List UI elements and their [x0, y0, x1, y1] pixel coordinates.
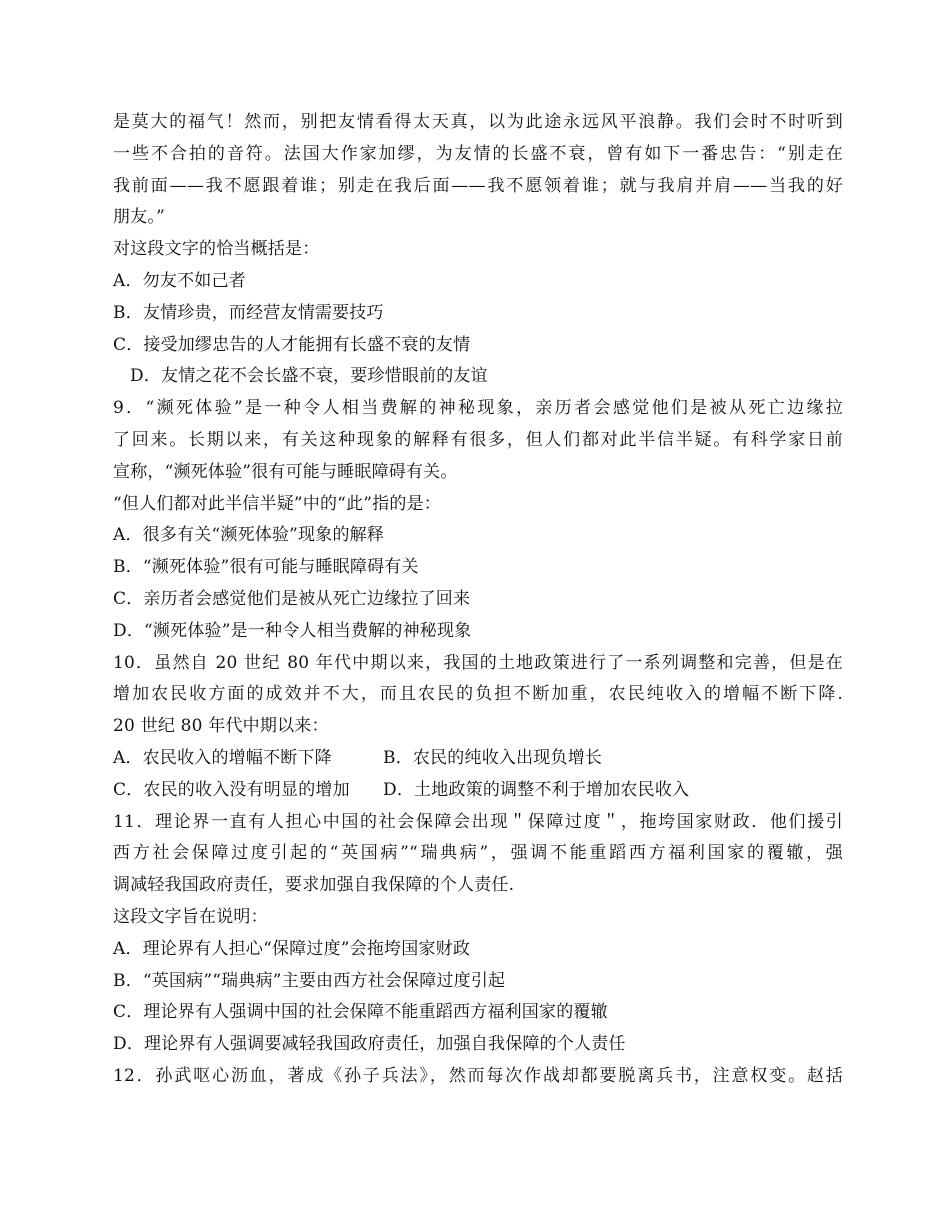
option-b: B．友情珍贵，而经营友情需要技巧: [113, 302, 384, 323]
question-text-line: 10．虽然自 20 世纪 80 年代中期以来，我国的土地政策进行了一系列调整和完善，但是在: [113, 652, 843, 673]
question-text-line: 宣称，“濒死体验”很有可能与睡眠障碍有关。: [113, 461, 458, 482]
question-10: [113, 648, 843, 807]
passage-line: 一些不合拍的音符。法国大作家加缪，为友情的长盛不衰，曾有如下一番忠告：“别走在: [113, 143, 843, 164]
question-prompt: “但人们都对此半信半疑”中的“此”指的是：: [113, 493, 441, 514]
option-a: A．农民收入的增幅不断下降: [113, 747, 332, 768]
option-b: B．“濒死体验”很有可能与睡眠障碍有关: [113, 557, 419, 578]
option-d: D．理论界有人强调要减轻我国政府责任，加强自我保障的个人责任: [113, 1034, 626, 1055]
passage-line: 朋友。”: [113, 207, 165, 228]
option-d: D．土地政策的调整不利于增加农民收入: [383, 779, 690, 800]
passage-line: 是莫大的福气！然而，别把友情看得太天真，以为此途永远风平浪静。我们会时不时听到: [113, 112, 843, 132]
question-prompt: 这段文字旨在说明：: [113, 906, 268, 927]
question-11: [113, 807, 843, 1061]
question-text-line: 11．理论界一直有人担心中国的社会保障会出现＂保障过度＂，拖垮国家财政．他们援引: [113, 811, 843, 832]
question-text-line: 西方社会保障过度引起的“英国病”“瑞典病”，强调不能重蹈西方福利国家的覆辙，强: [113, 843, 843, 864]
option-c: C．接受加缪忠告的人才能拥有长盛不衰的友情: [113, 334, 471, 355]
option-a: A．勿友不如己者: [113, 270, 246, 291]
question-text-line: 12．孙武呕心沥血，著成《孙子兵法》，然而每次作战却都要脱离兵书，注意权变。赵括: [113, 1065, 843, 1086]
option-a: A．很多有关“濒死体验”现象的解释: [113, 525, 385, 546]
option-c: C．亲历者会感觉他们是被从死亡边缘拉了回来: [113, 588, 471, 609]
option-a: A．理论界有人担心“保障过度”会拖垮国家财政: [113, 938, 471, 959]
question-text-line: 增加农民收方面的成效并不大，而且农民的负担不断加重，农民纯收入的增幅不断下降.: [113, 684, 843, 705]
option-d: D．友情之花不会长盛不衰，要珍惜眼前的友谊: [130, 366, 488, 387]
question-text-line: 20 世纪 80 年代中期以来：: [113, 716, 329, 737]
option-b: B．“英国病”“瑞典病”主要由西方社会保障过度引起: [113, 970, 506, 991]
question-prompt: 对这段文字的恰当概括是：: [113, 239, 320, 260]
passage-line: 我前面——我不愿跟着谁；别走在我后面——我不愿领着谁；就与我肩并肩——当我的好: [113, 175, 843, 196]
options-row-cd: [113, 775, 843, 807]
question-12: [113, 1061, 843, 1093]
options-row-ab: [113, 743, 843, 775]
option-c: C．理论界有人强调中国的社会保障不能重蹈西方福利国家的覆辙: [113, 1002, 608, 1023]
option-b: B．农民的纯收入出现负增长: [383, 747, 603, 768]
option-d: D．“濒死体验”是一种令人相当费解的神秘现象: [113, 620, 472, 641]
passage-8: [113, 107, 843, 393]
question-text-line: 了回来。长期以来，有关这种现象的解释有很多，但人们都对此半信半疑。有科学家日前: [113, 429, 843, 450]
question-text-line: 9．“濒死体验”是一种令人相当费解的神秘现象，亲历者会感觉他们是被从死亡边缘拉: [113, 398, 843, 419]
document-body: [113, 107, 843, 1093]
option-c: C．农民的收入没有明显的增加: [113, 779, 350, 800]
question-text-line: 调减轻我国政府责任，要求加强自我保障的个人责任.: [113, 875, 515, 896]
question-9: [113, 393, 843, 647]
